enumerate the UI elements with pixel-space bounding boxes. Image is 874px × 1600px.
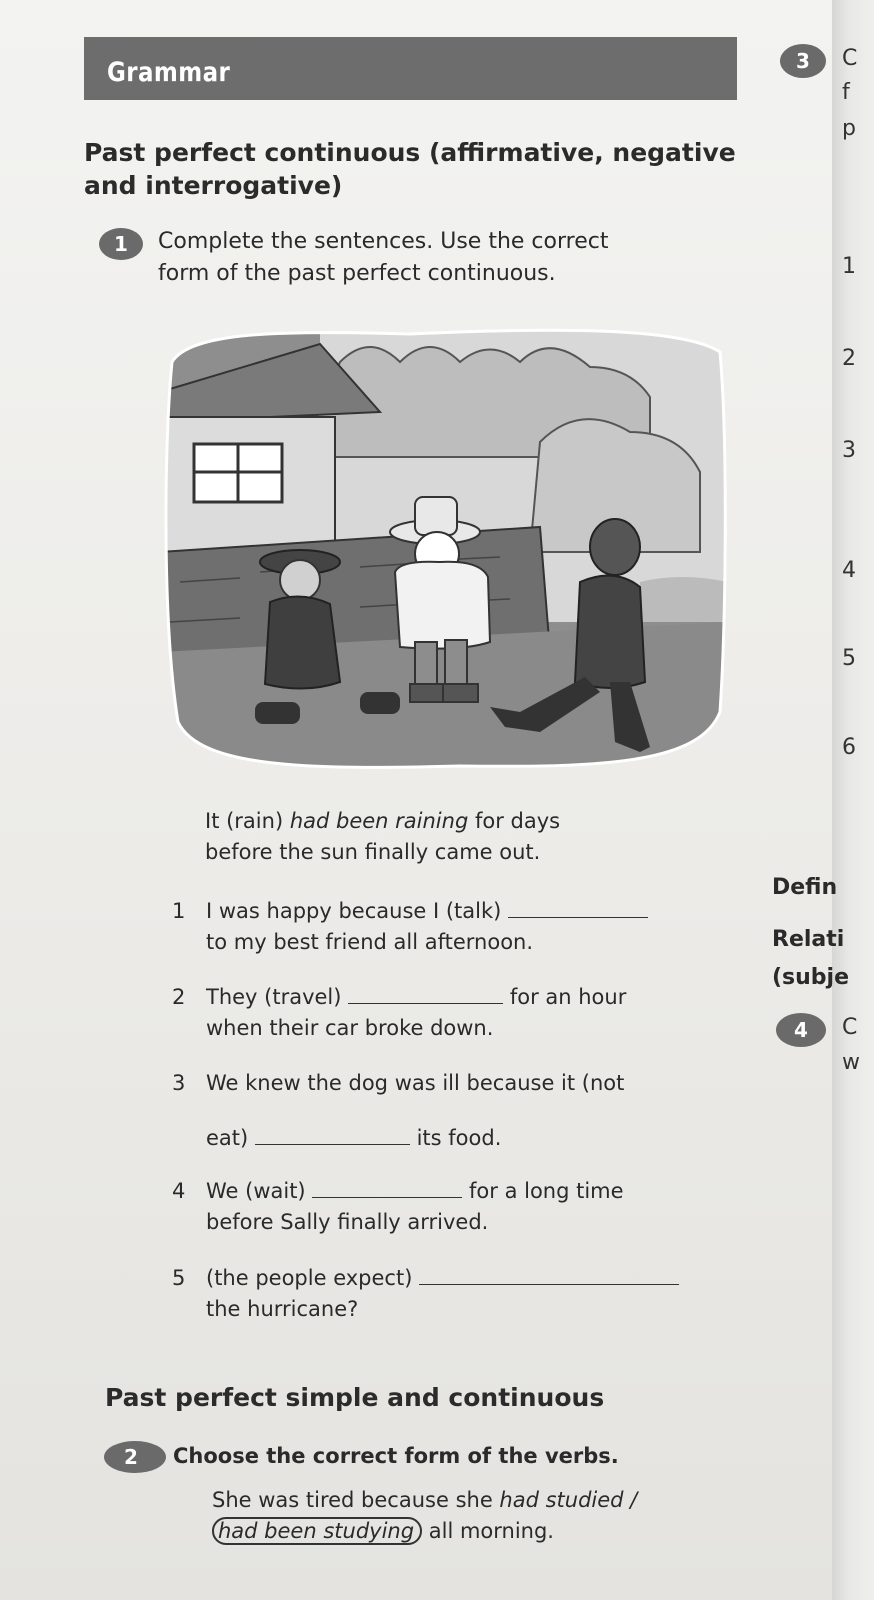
right-page-num-3: 3 [842,438,856,463]
right-page-num-1: 1 [842,254,856,279]
item-number: 1 [172,899,186,923]
item-continuation-1: eat) [206,1126,249,1150]
exercise-1-example [205,806,725,868]
item-number: 4 [172,1179,186,1203]
exercise-1-item-3 [172,1068,732,1154]
item-continuation: to my best friend all afternoon. [206,930,534,954]
item-prompt: I was happy because I (talk) [206,899,502,923]
item-number: 2 [172,985,186,1009]
right-page-relati: Relati [772,927,845,952]
exercise-3-badge: 3 [780,44,826,78]
example-option-1: had studied / [499,1488,638,1512]
right-page-num-5: 5 [842,646,856,671]
item-prompt: They (travel) [206,985,342,1009]
instruction-line-1: Complete the sentences. Use the correct [158,229,609,254]
exercise-1-item-2 [172,982,732,1044]
item-continuation: before Sally finally arrived. [206,1210,489,1234]
exercise-1-item-4 [172,1176,732,1238]
item-middle: for an hour [509,985,627,1009]
item-continuation-2: its food. [416,1126,502,1150]
exercise-1-instruction [158,226,718,290]
item-continuation: the hurricane? [206,1297,359,1321]
example-after: for days [468,809,561,833]
illustration-rain-scene [160,322,728,772]
exercise-2-badge: 2 [104,1441,166,1473]
heading-past-perfect-simple-continuous: Past perfect simple and continuous [105,1383,605,1412]
exercise-1-item-1 [172,896,732,958]
example-option-2-circled: had been studying [212,1517,422,1545]
exercise-4-badge: 4 [776,1013,826,1047]
item-prompt: We knew the dog was ill because it (not [206,1071,625,1095]
heading-past-perfect-continuous: Past perfect continuous (affirmative, negative and interrogative) [84,138,736,200]
item-prompt: (the people expect) [206,1266,413,1290]
answer-blank[interactable] [255,1126,410,1145]
right-page-c3: C [842,46,858,71]
item-number: 5 [172,1266,186,1290]
item-continuation: when their car broke down. [206,1016,494,1040]
item-number: 3 [172,1071,186,1095]
example-line-2: before the sun finally came out. [205,840,541,864]
answer-blank[interactable] [312,1179,462,1198]
right-page-num-2: 2 [842,346,856,371]
section-title: Grammar [107,57,231,88]
example-after: all morning. [422,1519,554,1543]
answer-blank[interactable] [419,1266,679,1285]
answer-blank[interactable] [508,899,648,918]
instruction-line-2: form of the past perfect continuous. [158,261,556,286]
exercise-1-item-5 [172,1263,732,1325]
example-before: It (rain) [205,809,290,833]
right-page-subje: (subje [772,965,850,990]
right-page-f: f [842,80,850,105]
right-page-defin: Defin [772,875,838,900]
right-page-w: w [842,1050,860,1075]
answer-blank[interactable] [348,985,503,1004]
right-page-num-6: 6 [842,735,856,760]
exercise-2-example [212,1485,732,1547]
example-answer: had been raining [289,809,469,833]
right-page-num-4: 4 [842,558,856,583]
right-page-p: p [842,116,856,141]
item-middle: for a long time [469,1179,624,1203]
item-prompt: We (wait) [206,1179,306,1203]
exercise-2-instruction: Choose the correct form of the verbs. [173,1444,619,1468]
facing-page-edge [832,0,874,1600]
exercise-1-badge: 1 [99,228,143,260]
right-page-c4: C [842,1015,858,1040]
example-before: She was tired because she [212,1488,500,1512]
